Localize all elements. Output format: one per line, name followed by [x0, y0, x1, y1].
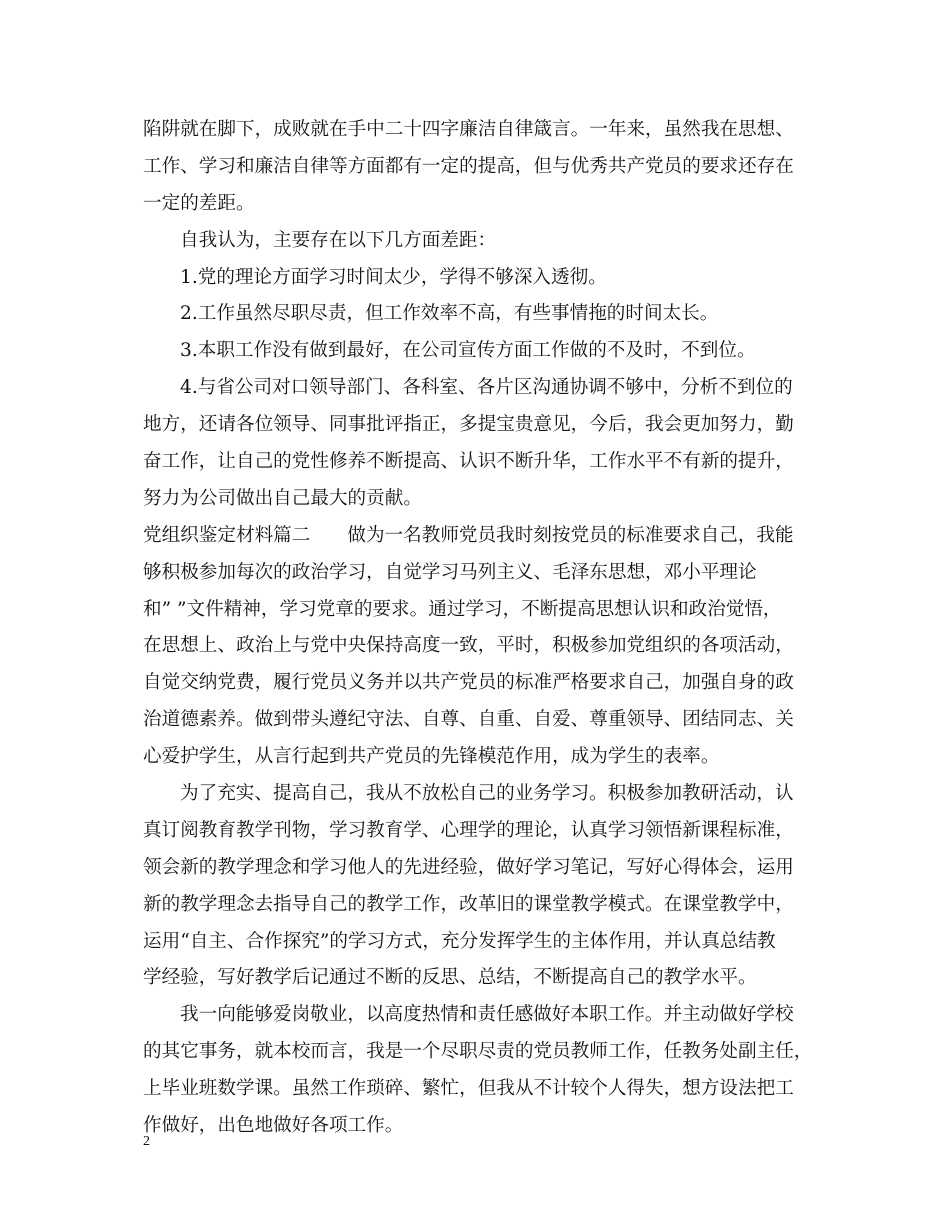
text-line: 在思想上、政治上与党中央保持高度一致，平时，积极参加党组织的各项活动，	[143, 635, 794, 657]
text-line: 够积极参加每次的政治学习，自觉学习马列主义、毛泽东思想，邓小平理论	[143, 561, 757, 583]
text-segment: 做为一名教师党员我时刻按党员的标准要求自己，我能	[347, 524, 794, 546]
text-line: 运用“自主、合作探究”的学习方式，充分发挥学生的主体作用，并认真总结教	[143, 930, 776, 952]
list-item-2	[143, 296, 823, 333]
paragraph-study	[143, 776, 823, 997]
text-line: 上毕业班数学课。虽然工作琐碎、繁忙，但我从不计较个人得失，想方设法把工	[143, 1078, 794, 1100]
text-line: 的其它事务，就本校而言，我是一个尽职尽责的党员教师工作，任教务处副主任，	[143, 1041, 813, 1063]
text-line: 和” ”文件精神，学习党章的要求。通过学习，不断提高思想认识和政治觉悟，	[143, 598, 782, 620]
text-line: 努力为公司做出自己最大的贡献。	[143, 487, 422, 509]
text-line: 奋工作，让自己的党性修养不断提高、认识不断升华，工作水平不有新的提升，	[143, 451, 794, 473]
list-item-3	[143, 333, 823, 370]
document-body	[143, 112, 823, 1145]
text-line: 1.党的理论方面学习时间太少，学得不够深入透彻。	[180, 266, 607, 288]
text-line: 新的教学理念去指导自己的教学工作，改革旧的课堂教学模式。在课堂教学中，	[143, 893, 794, 915]
paragraph-gaps-intro	[143, 223, 823, 260]
text-line: 自觉交纳党费，履行党员义务并以共产党员的标准严格要求自己，加强自身的政	[143, 672, 794, 694]
text-line: 作做好，出色地做好各项工作。	[143, 1115, 404, 1137]
text-line: 真订阅教育教学刊物，学习教育学、心理学的理论，认真学习领悟新课程标准，	[143, 819, 794, 841]
paragraph-dedication	[143, 997, 823, 1145]
page-number: 2	[143, 1134, 150, 1149]
text-line: 学经验，写好教学后记通过不断的反思、总结，不断提高自己的教学水平。	[143, 967, 757, 989]
text-line: 自我认为，主要存在以下几方面差距：	[180, 229, 497, 251]
text-line: 治道德素养。做到带头遵纪守法、自尊、自重、自爱、尊重领导、团结同志、关	[143, 709, 794, 731]
text-line: 2.工作虽然尽职尽责，但工作效率不高，有些事情拖的时间太长。	[180, 303, 719, 325]
paragraph-intro	[143, 112, 823, 223]
text-line: 为了充实、提高自己，我从不放松自己的业务学习。积极参加教研活动，认	[180, 783, 794, 805]
text-line: 4.与省公司对口领导部门、各科室、各片区沟通协调不够中，分析不到位的	[180, 377, 793, 399]
text-line: 陷阱就在脚下，成败就在手中二十四字廉洁自律箴言。一年来，虽然我在思想、	[143, 119, 794, 140]
text-line: 一定的差距。	[143, 192, 255, 214]
section-two	[143, 518, 823, 776]
text-line: 3.本职工作没有做到最好，在公司宣传方面工作做的不及时，不到位。	[180, 340, 756, 362]
section-title: 党组织鉴定材料篇二	[143, 524, 311, 546]
text-line: 领会新的教学理念和学习他人的先进经验，做好学习笔记，写好心得体会，运用	[143, 856, 794, 878]
text-line: 我一向能够爱岗敬业，以高度热情和责任感做好本职工作。并主动做好学校	[180, 1004, 794, 1026]
text-line: 地方，还请各位领导、同事批评指正，多提宝贵意见，今后，我会更加努力，勤	[143, 414, 794, 436]
list-item-1	[143, 260, 823, 297]
section-first-line	[143, 518, 823, 555]
text-line: 心爱护学生，从言行起到共产党员的先锋模范作用，成为学生的表率。	[143, 746, 720, 768]
text-line: 工作、学习和廉洁自律等方面都有一定的提高，但与优秀共产党员的要求还存在	[143, 155, 794, 177]
list-item-4	[143, 370, 823, 518]
